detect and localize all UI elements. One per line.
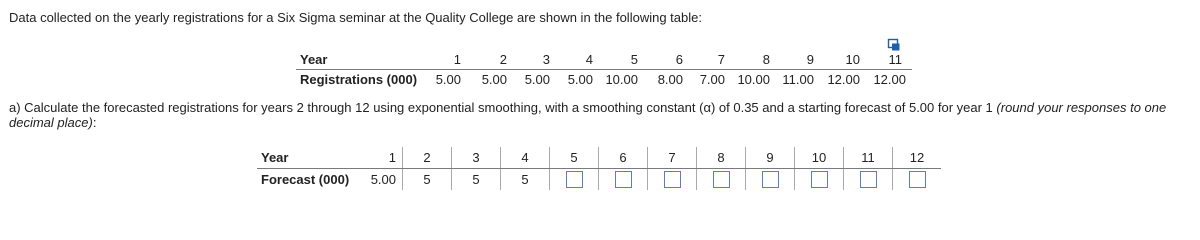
registration-cell: 10.00: [605, 72, 638, 87]
forecast-input-cell: [893, 169, 942, 191]
year-row: [296, 50, 912, 70]
forecast-value: 5.00: [370, 172, 396, 187]
year-cell: 8: [725, 50, 770, 70]
forecast-year-cell: 12: [893, 147, 942, 169]
registration-cell: 12.00: [873, 72, 906, 87]
registration-cell: 5.00: [435, 72, 461, 87]
registration-cell: 11.00: [782, 72, 814, 87]
forecast-value-row: [257, 169, 941, 191]
year-header: Year: [296, 50, 430, 70]
forecast-input-cell: [599, 169, 648, 191]
question-end: :: [92, 115, 97, 130]
year-cell: 4: [550, 50, 593, 70]
forecast-input-cell: [697, 169, 746, 191]
registration-cell: 7.00: [699, 72, 725, 87]
registration-cell: 12.00: [827, 72, 860, 87]
forecast-year-cell: 3: [452, 147, 501, 169]
forecast-year-cell: 8: [697, 147, 746, 169]
forecast-year-5-input[interactable]: [566, 171, 583, 188]
forecast-year-9-input[interactable]: [762, 171, 779, 188]
year-cell: 1: [430, 50, 461, 70]
forecast-year-cell: 9: [746, 147, 795, 169]
question-text: [9, 100, 1189, 130]
forecast-year-row: [257, 147, 941, 169]
forecast-year-cell: 6: [599, 147, 648, 169]
forecast-header: Forecast (000): [261, 172, 350, 187]
rounding-note: (round your responses to one decimal place): [9, 100, 1167, 130]
forecast-value: 5: [403, 169, 452, 191]
year-cell: 7: [683, 50, 725, 70]
forecast-year-cell: 7: [648, 147, 697, 169]
forecast-input-cell: [746, 169, 795, 191]
forecast-input-cell: [844, 169, 893, 191]
year-cell: 2: [461, 50, 507, 70]
forecast-value: 5: [452, 169, 501, 191]
year-cell: 6: [638, 50, 683, 70]
registration-cell: 5.00: [567, 72, 593, 87]
year-cell: 9: [770, 50, 814, 70]
registration-cell: 5.00: [481, 72, 507, 87]
forecast-year-header: Year: [257, 147, 361, 169]
registration-data-table: [296, 50, 912, 89]
forecast-year-10-input[interactable]: [811, 171, 828, 188]
forecast-year-7-input[interactable]: [664, 171, 681, 188]
registrations-row: [296, 70, 912, 90]
forecast-year-cell: 10: [795, 147, 844, 169]
forecast-table: [257, 147, 941, 190]
registrations-header: Registrations (000): [300, 72, 418, 87]
forecast-year-12-input[interactable]: [909, 171, 926, 188]
forecast-year-cell: 4: [501, 147, 550, 169]
problem-intro: Data collected on the yearly registrations for a Six Sigma seminar at the Quality College are shown in the following table:: [9, 10, 702, 25]
year-cell: 3: [507, 50, 550, 70]
forecast-year-cell: 1: [361, 147, 403, 169]
forecast-year-cell: 5: [550, 147, 599, 169]
forecast-year-8-input[interactable]: [713, 171, 730, 188]
forecast-input-cell: [648, 169, 697, 191]
forecast-year-cell: 11: [844, 147, 893, 169]
year-cell: 11: [860, 50, 912, 70]
year-cell: 10: [814, 50, 860, 70]
forecast-year-cell: 2: [403, 147, 452, 169]
registration-cell: 10.00: [737, 72, 770, 87]
forecast-input-cell: [795, 169, 844, 191]
registration-cell: 5.00: [524, 72, 550, 87]
forecast-year-6-input[interactable]: [615, 171, 632, 188]
question-body: a) Calculate the forecasted registrations for years 2 through 12 using exponential smoothing, with a smoothing constant (α) of 0.35 and a starting forecast of 5.00 for year 1: [9, 100, 997, 115]
year-cell: 5: [593, 50, 638, 70]
registration-cell: 8.00: [657, 72, 683, 87]
forecast-input-cell: [550, 169, 599, 191]
forecast-value: 5: [501, 169, 550, 191]
forecast-year-11-input[interactable]: [860, 171, 877, 188]
